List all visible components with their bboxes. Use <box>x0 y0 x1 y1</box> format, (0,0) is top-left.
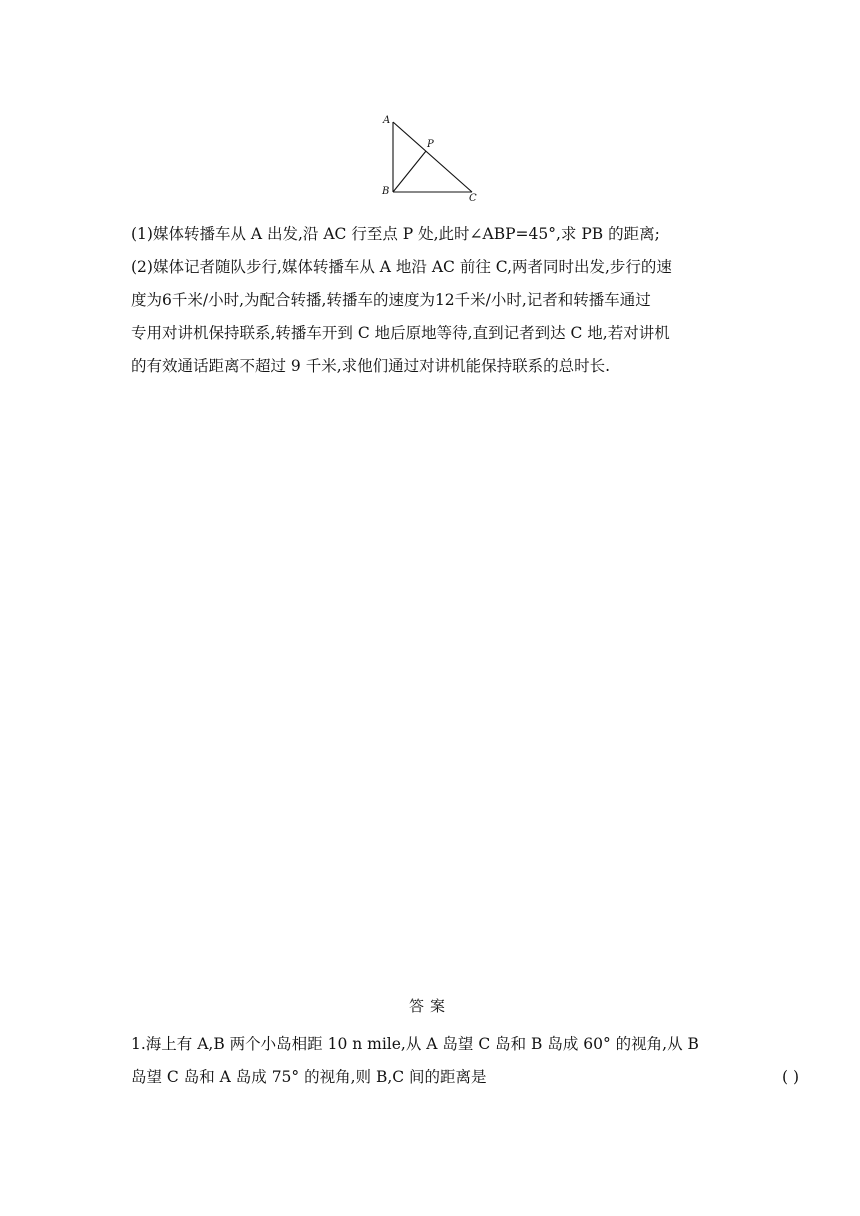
vertex-label-b: B <box>382 186 390 197</box>
problem-text <box>131 218 751 383</box>
problem-part2-line-4: 的有效通话距离不超过 9 千米,求他们通过对讲机能保持联系的总时长. <box>131 357 611 375</box>
vertex-label-a: A <box>383 115 391 126</box>
segment-ac <box>393 122 472 192</box>
answer-q1-line-2-wrap <box>131 1061 799 1094</box>
answer-q1-line-1: 1.海上有 A,B 两个小岛相距 10 n mile,从 A 岛望 C 岛和 B 岛成 60° 的视角,从 B <box>131 1035 699 1053</box>
triangle-figure <box>376 108 486 208</box>
problem-part2-line-3: 专用对讲机保持联系,转播车开到 C 地后原地等待,直到记者到达 C 地,若对讲机 <box>131 324 670 342</box>
answers-heading: 答案 <box>408 997 451 1015</box>
answer-blank-parentheses: ( ) <box>781 1068 799 1086</box>
problem-part2-line-1: (2)媒体记者随队步行,媒体转播车从 A 地沿 AC 前往 C,两者同时出发,步行的速 <box>131 258 672 276</box>
point-label-p: P <box>427 139 434 150</box>
problem-part1-line: (1)媒体转播车从 A 出发,沿 AC 行至点 P 处,此时∠ABP=45°,求 PB 的距离; <box>131 225 660 243</box>
segment-bp <box>393 151 426 192</box>
vertex-label-c: C <box>469 193 477 204</box>
triangle-diagram <box>376 108 486 208</box>
answer-question-1 <box>131 1028 799 1094</box>
answer-q1-line-2: 岛望 C 岛和 A 岛成 75° 的视角,则 B,C 间的距离是 <box>131 1068 487 1086</box>
problem-part2-line-2: 度为6千米/小时,为配合转播,转播车的速度为12千米/小时,记者和转播车通过 <box>131 291 651 309</box>
